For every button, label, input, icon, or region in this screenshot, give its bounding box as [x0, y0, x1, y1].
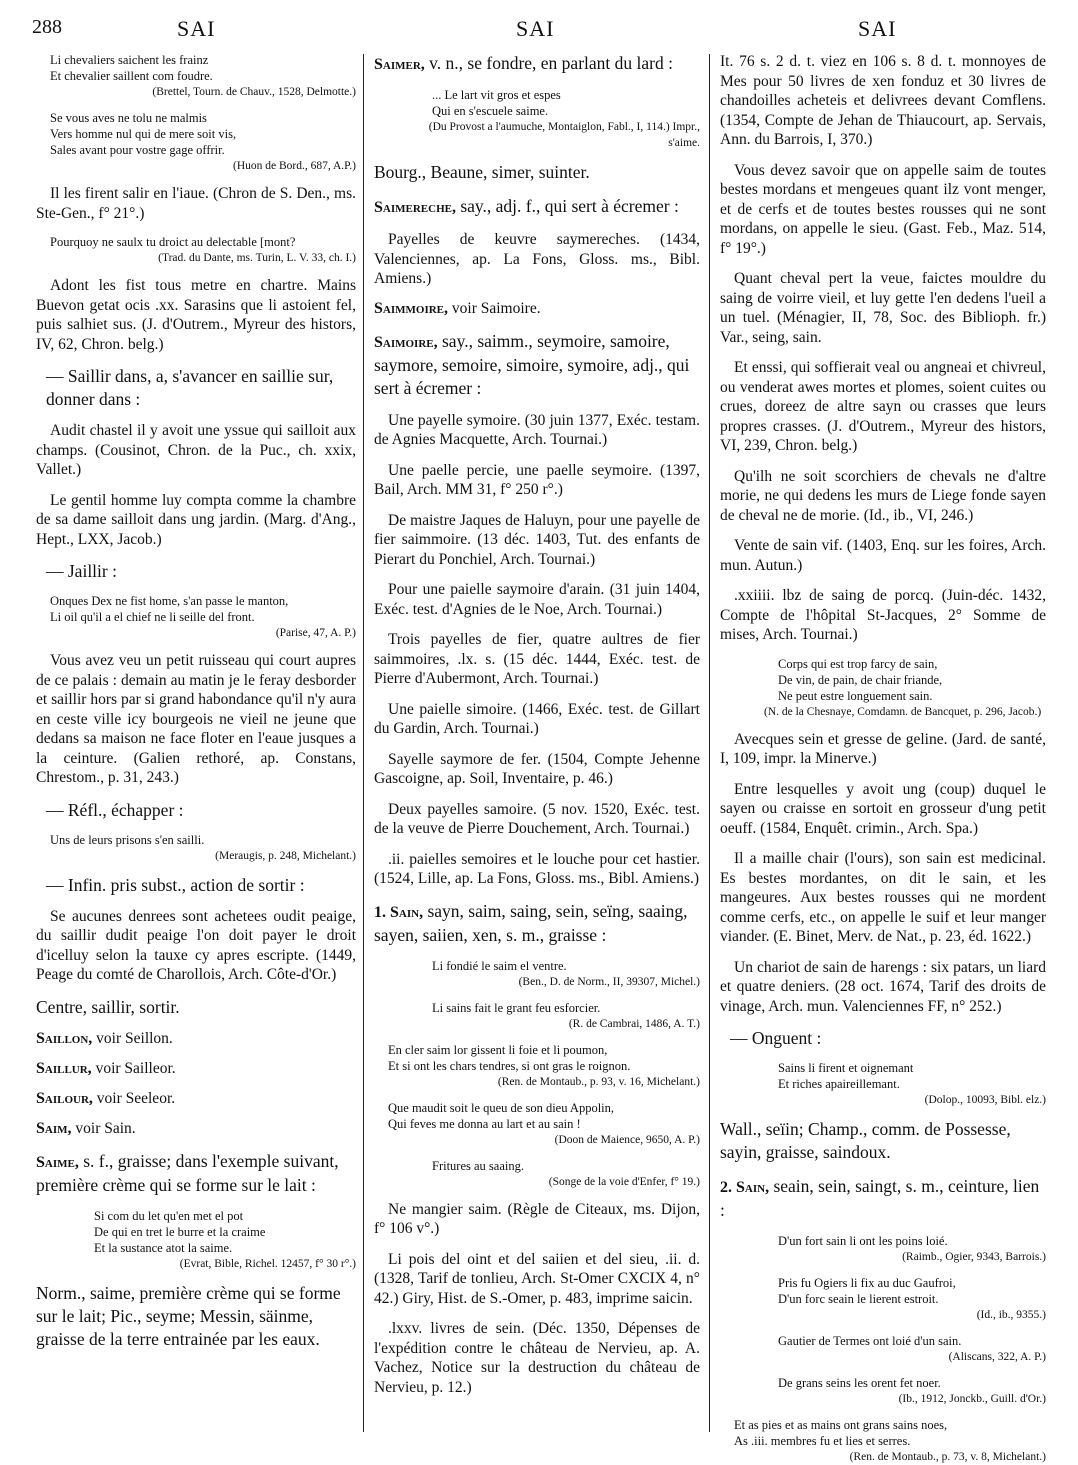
entry-body: Vous devez savoir que on appelle saim de toutes bestes mordans et mengeues quant ilz vont menger, et de cerfs et de toutes bestes rousses qui ne sont mordans, on appelle le sieu. (Gast. Feb., Maz. 514, f° 19°.) [720, 161, 1046, 257]
headword: Saim, [36, 1119, 72, 1137]
example-paragraph [36, 421, 356, 480]
verse-line: En cler saim lor gissent li foie et li poumon, [388, 1042, 608, 1057]
verse-line: D'un forc seain le lierent estroit. [778, 1292, 939, 1306]
entry-body: Quant cheval pert la veue, faictes mouldre du saing de voirre vieil, et luy gette l'en dedens l'ueil a un tuel. (Ménagier, II, 78, Soc. des Biblioph. fr.) Var., seing, sain. [720, 270, 1046, 346]
headword: 2. Sain, [720, 1179, 770, 1196]
citation-source: (Dolop., 10093, Bibl. elz.) [924, 1094, 1046, 1106]
entry-text [374, 161, 700, 184]
example-paragraph [374, 800, 700, 839]
entry-body: voir Seillon. [96, 1029, 173, 1047]
quotation [36, 234, 356, 266]
quotation [374, 1042, 700, 1090]
page-header [0, 0, 1078, 48]
example-paragraph [36, 651, 356, 788]
entry-body: Payelles de keuvre saymereches. (1434, Valenciennes, ap. La Fons, Gloss. ms., Bibl. Amiens.) [374, 231, 700, 287]
example-paragraph [374, 1250, 700, 1309]
entry-text [720, 1175, 1046, 1222]
quotation [36, 832, 356, 864]
verse-line: Et as pies et as mains ont grans sains noes, [734, 1418, 948, 1432]
entry-body: It. 76 s. 2 d. t. viez en 106 s. 8 d. t. monnoyes de Mes pour 50 livres de xen fonduz et 30 livres de chandoilles acheteis et delivrees devant Comflens. (1354, Compte de Jehan de Thiaucourt, ap. Servais, Ann. du Barrois, I, 370.) [720, 53, 1046, 148]
citation-source: (Huon de Bord., 687, A.P.) [233, 160, 356, 172]
entry-body: .xxiiii. lbz de saing de porcq. (Juin-déc. 1432, Compte de l'hôpital St-Jacques, 2° Somme de mises, Arch. Tournai.) [720, 587, 1046, 643]
entry-body: Centre, saillir, sortir. [36, 996, 180, 1017]
quotation [720, 656, 1046, 720]
entry-body: Pour une paielle saymoire d'arain. (31 juin 1404, Exéc. test. d'Agnies de le Noe, Arch. Tournai.) [374, 581, 700, 618]
entry-body: Trois payelles de fier, quatre aultres de fier saimmoires, .lx. s. (15 déc. 1444, Exéc. test. de Pierre d'Aubermont, Arch. Tournai.) [374, 631, 700, 687]
entry-text [374, 900, 700, 947]
verse-line: Et chevalier saillent com foudre. [50, 69, 213, 83]
citation-source: (Trad. du Dante, ms. Turin, L. V. 33, ch. I.) [158, 252, 356, 264]
citation-source: (Aliscans, 322, A. P.) [948, 1351, 1046, 1363]
cross-reference [36, 1090, 356, 1108]
entry-body: Un chariot de sain de harengs : six patars, un liard et quatre deniers. (28 oct. 1674, Tarif des droits de vinage, Arch. mun. Valenciennes FF, n° 252.) [720, 958, 1046, 1015]
column-right [720, 52, 1046, 1463]
headword: Saimereche, [374, 199, 456, 216]
citation-source: (Evrat, Bible, Richel. 12457, f° 30 r°.) [179, 1257, 356, 1270]
entry-body: De maistre Jaques de Haluyn, pour une payelle de fier saimmoire. (13 déc. 1403, Tut. des enfants de Pierart du Ponchiel, Arch. Tournai.) [374, 511, 700, 568]
entry-body: Norm., saime, première crème qui se forme sur le lait; Pic., seyme; Messin, säinme, graisse de la terre entrainée par les eaux. [36, 1282, 341, 1349]
entry-body: Une paielle simoire. (1466, Exéc. test. de Gillart du Gardin, Arch. Tournai.) [374, 700, 700, 737]
verse-line: Si com du let qu'en met el pot [94, 1208, 244, 1223]
verse-line: Qui en s'escuele saime. [432, 104, 549, 118]
example-paragraph [720, 358, 1046, 456]
page-number: 288 [32, 16, 62, 38]
entry-body: seain, sein, saingt, s. m., ceinture, lien : [720, 1176, 1040, 1220]
entry-body: Wall., seïin; Champ., comm. de Possesse, sayin, graisse, saindoux. [720, 1119, 1011, 1162]
entry-body: Bourg., Beaune, simer, suinter. [374, 162, 590, 182]
verse-line: Corps qui est trop farcy de sain, [778, 656, 938, 671]
example-paragraph [374, 230, 700, 289]
headword: Saimoire, [374, 333, 438, 351]
quotation [720, 1333, 1046, 1365]
verse-line: Li oil qu'il a el chief ne li seille del front. [50, 610, 255, 624]
verse-line: Et riches apaireillemant. [778, 1077, 900, 1091]
verse-line: Pris fu Ogiers li fix au duc Gaufroi, [778, 1276, 956, 1290]
example-paragraph [720, 161, 1046, 259]
verse-line: Li chevaliers saichent les frainz [50, 53, 209, 67]
entry-body: — Jaillir : [46, 561, 117, 581]
example-paragraph [374, 511, 700, 570]
entry-body: Li pois del oint et del saiien et del sieu, .ii. d. (1328, Tarif de tonlieu, Arch. St-Omer CXCIX 4, n° 42.) Giry, Hist. de S.-Omer, p. 483, imprime saicin. [374, 1250, 700, 1307]
citation-source: (Brettel, Tourn. de Chauv., 1528, Delmotte.) [152, 86, 356, 98]
verse-line: ... Le lart vit gros et espes [432, 88, 561, 102]
citation-source: (Meraugis, p. 248, Michelant.) [215, 849, 356, 862]
example-paragraph [720, 586, 1046, 645]
citation-source: (Ren. de Montaub., p. 73, v. 8, Michelant.) [849, 1451, 1046, 1463]
cross-reference [36, 1060, 356, 1078]
sense-heading [46, 365, 356, 411]
verse-line: De vin, de pain, de chair friande, [778, 672, 943, 687]
citation-source: (Ren. de Montaub., p. 93, v. 16, Michelant.) [497, 1075, 700, 1088]
quotation [36, 1208, 356, 1272]
sense-heading [46, 874, 356, 897]
example-paragraph [720, 467, 1046, 526]
entry-body: voir Saimoire. [451, 299, 541, 317]
running-head-center: SAI [516, 16, 555, 41]
example-paragraph [374, 580, 700, 619]
running-head-right: SAI [858, 16, 897, 41]
entry-body: Entre lesquelles y avoit ung (coup) duquel le sayen ou craisse en sortoit en grosseur d'ung petit oeuff. (1584, Enquêt. crimin., Arch. Spa.) [720, 780, 1046, 837]
quotation [374, 958, 700, 990]
verse-line: Sales avant pour vostre gage offrir. [50, 143, 225, 157]
verse-line: Uns de leurs prisons s'en sailli. [50, 832, 205, 847]
column-rule-right [709, 54, 710, 1432]
example-paragraph [374, 700, 700, 739]
headword: Sailour, [36, 1089, 93, 1107]
entry-body: voir Sain. [75, 1119, 136, 1137]
example-paragraph [720, 958, 1046, 1017]
example-paragraph [720, 780, 1046, 839]
entry-text [720, 1118, 1046, 1164]
citation-source: (N. de la Chesnaye, Comdamn. de Bancquet, p. 296, Jacob.) [764, 705, 1042, 718]
entry-text [36, 996, 356, 1019]
verse-line: Et si ont les chars tendres, si ont gras le roignon. [388, 1058, 631, 1073]
quotation [374, 87, 700, 151]
example-paragraph [374, 1319, 700, 1397]
headword: Saillon, [36, 1029, 93, 1047]
example-paragraph [720, 269, 1046, 347]
citation-source: (Songe de la voie d'Enfer, f° 19.) [548, 1175, 700, 1188]
citation-source: (R. de Cambrai, 1486, A. T.) [568, 1017, 700, 1030]
verse-line: De qui en tret le burre et la craime [94, 1224, 266, 1239]
entry-body: Adont les fist tous metre en chartre. Mains Buevon getat ocis .xx. Sarasins que li astoient fel, puis salhiet sus. (J. d'Outrem., Myreur des histors, IV, 62, Chron. belg.) [36, 277, 356, 353]
entry-text [374, 330, 700, 400]
verse-line: Ne peut estre longuement sain. [778, 688, 933, 703]
running-head-left: SAI [177, 16, 216, 41]
quotation [36, 593, 356, 641]
citation-source: (Doon de Maience, 9650, A. P.) [554, 1133, 700, 1146]
verse-line: Et la sustance atot la saime. [94, 1240, 233, 1255]
entry-body: — Réfl., échapper : [46, 799, 184, 820]
example-paragraph [720, 536, 1046, 575]
entry-body: .ii. paielles semoires et le louche pour cet hastier. (1524, Lille, ap. La Fons, Gloss. ms., Bibl. Amiens.) [374, 850, 700, 887]
verse-line: Que maudit soit le queu de son dieu Appolin, [388, 1100, 615, 1115]
entry-text [36, 1282, 356, 1351]
verse-line: Li fondié le saim el ventre. [432, 958, 567, 973]
entry-body: Sayelle saymore de fer. (1504, Compte Jehenne Gascoigne, ap. Soil, Inventaire, p. 46.) [374, 750, 700, 787]
column-rule-left [363, 54, 364, 1432]
quotation [36, 52, 356, 100]
entry-body: Ne mangier saim. (Règle de Citeaux, ms. Dijon, f° 106 v°.) [374, 1200, 700, 1237]
headword: Saimmoire, [374, 299, 449, 317]
entry-body: sayn, saim, saing, sein, seïng, saaing, sayen, saiien, xen, s. m., graisse : [374, 900, 688, 945]
quotation [720, 1275, 1046, 1323]
quotation [374, 1000, 700, 1032]
quotation [374, 1158, 700, 1190]
quotation [720, 1417, 1046, 1465]
entry-body: voir Sailleor. [95, 1059, 176, 1077]
citation-source: (Id., ib., 9355.) [976, 1309, 1046, 1321]
entry-body: Une payelle symoire. (30 juin 1377, Exéc. testam. de Agnies Macquette, Arch. Tournai.) [374, 411, 700, 448]
verse-line: As .iii. membres fu et lies et serres. [734, 1434, 911, 1448]
verse-line: Fritures au saaing. [432, 1158, 524, 1173]
headword: Saimer, [374, 56, 425, 73]
entry-body: say., adj. f., qui sert à écremer : [460, 196, 679, 216]
quotation [374, 1100, 700, 1148]
entry-body: v. n., se fondre, en parlant du lard : [429, 53, 673, 73]
quotation [36, 110, 356, 174]
entry-body: .lxxv. livres de sein. (Déc. 1350, Dépenses de l'expédition contre le château de Nervieu, ap. A. Vachez, Notice sur la destruction du château de Nervieu, p. 12.) [374, 1320, 700, 1396]
entry-body: — Saillir dans, a, s'avancer en saillie sur, donner dans : [46, 366, 334, 409]
entry-body: — Infin. pris subst., action de sortir : [46, 874, 305, 895]
example-paragraph [374, 411, 700, 450]
citation-source: (Raimb., Ogier, 9343, Barrois.) [902, 1251, 1046, 1263]
entry-body: — Onguent : [730, 1028, 822, 1048]
entry-body: Il a maille chair (l'ours), son sain est medicinal. Es bestes mordantes, on dit le sain, et les mangeures. Aux bestes rousses qui ne mordent comme cerfs, etc., on appelle le suif et leur manger viander. (E. Binet, Merv. de Nat., p. 23, éd. 1622.) [720, 850, 1046, 945]
entry-body: say., saimm., seymoire, samoire, saymore, semoire, simoire, symoire, adj., qui sert à écremer : [374, 330, 690, 398]
sense-heading [46, 560, 356, 583]
verse-line: Qui feves me donna au lart et au sain ! [388, 1116, 581, 1131]
verse-line: D'un fort sain li ont les poins loié. [778, 1234, 948, 1248]
entry-text [36, 1150, 356, 1197]
citation-source: (Parise, 47, A. P.) [275, 627, 356, 639]
entry-body: Vente de sain vif. (1403, Enq. sur les foires, Arch. mun. Autun.) [720, 537, 1046, 574]
verse-line: Se vous aves ne tolu ne malmis [50, 111, 207, 125]
example-paragraph [720, 730, 1046, 769]
sense-heading [730, 1027, 1046, 1050]
example-paragraph [374, 630, 700, 689]
verse-line: Vers homme nul qui de mere soit vis, [50, 127, 237, 141]
verse-line: Li sains fait le grant feu esforcier. [432, 1000, 601, 1015]
entry-body: Il les firent salir en l'iaue. (Chron de S. Den., ms. Ste-Gen., f° 21°.) [36, 185, 356, 222]
entry-body: voir Seeleor. [96, 1089, 176, 1107]
verse-line: Onques Dex ne fist home, s'an passe le manton, [50, 594, 289, 608]
example-paragraph [36, 907, 356, 985]
column-middle [374, 52, 700, 1440]
quotation [720, 1060, 1046, 1108]
headword: Saime, [36, 1153, 79, 1171]
verse-line: Gautier de Termes ont loié d'un sain. [778, 1334, 962, 1348]
entry-body: Et enssi, qui soffierait veal ou angneai et chivreul, ou venderat awes mortes et plomes, soient cuites ou crues, doreez de altre sayn ou crasses que leurs propres crasses. (J. d'Outrem., Myreur des histors, VI, 239, Chron. belg.) [720, 359, 1046, 454]
entry-body: Audit chastel il y avoit une yssue qui sailloit aux champs. (Cousinot, Chron. de la Puc., ch. xxix, Vallet.) [36, 422, 356, 478]
example-paragraph [720, 52, 1046, 150]
headword: 1. Sain, [374, 903, 424, 921]
verse-line: De grans seins les orent fet noer. [778, 1376, 941, 1390]
entry-body: Qu'ilh ne soit scorchiers de chevals ne d'altre morie, ne qui dedens les murs de Liege fonde sayen de cheval ne de morie. (Id., ib., VI, 246.) [720, 467, 1046, 524]
example-paragraph [374, 461, 700, 500]
entry-text [374, 195, 700, 219]
entry-body: Avecques sein et gresse de geline. (Jard. de santé, I, 109, impr. la Minerve.) [720, 730, 1046, 767]
citation-source: (Du Provost a l'aumuche, Montaiglon, Fabl., I, 114.) Impr., s'aime. [428, 121, 700, 149]
headword: Saillur, [36, 1059, 92, 1077]
column-left [36, 52, 356, 1440]
entry-body: Se aucunes denrees sont achetees oudit peaige, du saillir dudit peaige l'on doit payer le droit d'icelluy selon la tauxe cy apres escripte. (1449, Peage du comté de Charollois, Arch. Côte-d'Or.) [36, 907, 356, 983]
entry-body: Une paelle percie, une paelle seymoire. (1397, Bail, Arch. MM 31, f° 250 r°.) [374, 461, 700, 498]
example-paragraph [36, 184, 356, 223]
verse-line: Pourquoy ne saulx tu droict au delectable [mont? [50, 235, 296, 249]
cross-reference [36, 1120, 356, 1138]
citation-source: (Ib., 1912, Jonckb., Guill. d'Or.) [898, 1393, 1046, 1405]
example-paragraph [36, 491, 356, 550]
example-paragraph [720, 849, 1046, 947]
quotation [720, 1375, 1046, 1407]
quotation [720, 1233, 1046, 1265]
cross-reference [36, 1030, 356, 1048]
citation-source: (Ben., D. de Norm., II, 39307, Michel.) [518, 975, 700, 988]
cross-reference [374, 300, 700, 318]
entry-body: s. f., graisse; dans l'exemple suivant, première crème qui se forme sur le lait : [36, 1150, 339, 1195]
entry-text [374, 52, 700, 76]
example-paragraph [374, 850, 700, 889]
entry-body: Vous avez veu un petit ruisseau qui court aupres de ce palais : demain au matin je le feray desborder et saillir hors par si grand habondance qu'il n'y aura en ceste ville icy bourgeois ne vieil ne jeune que dedans sa maison ne face floter en l'eaue jusques a la ceinture. (Galien rethoré, ap. Constans, Chrestom., p. 31, 243.) [36, 652, 356, 786]
entry-body: Le gentil homme luy compta comme la chambre de sa dame sailloit dans ung jardin. (Marg. d'Ang., Hept., LXX, Jacob.) [36, 491, 356, 548]
example-paragraph [374, 1200, 700, 1239]
entry-body: Deux payelles samoire. (5 nov. 1520, Exéc. test. de la veuve de Pierre Douchement, Arch. Tournai.) [374, 800, 700, 837]
sense-heading [46, 799, 356, 822]
example-paragraph [36, 276, 356, 354]
example-paragraph [374, 750, 700, 789]
verse-line: Sains li firent et oignemant [778, 1061, 914, 1075]
